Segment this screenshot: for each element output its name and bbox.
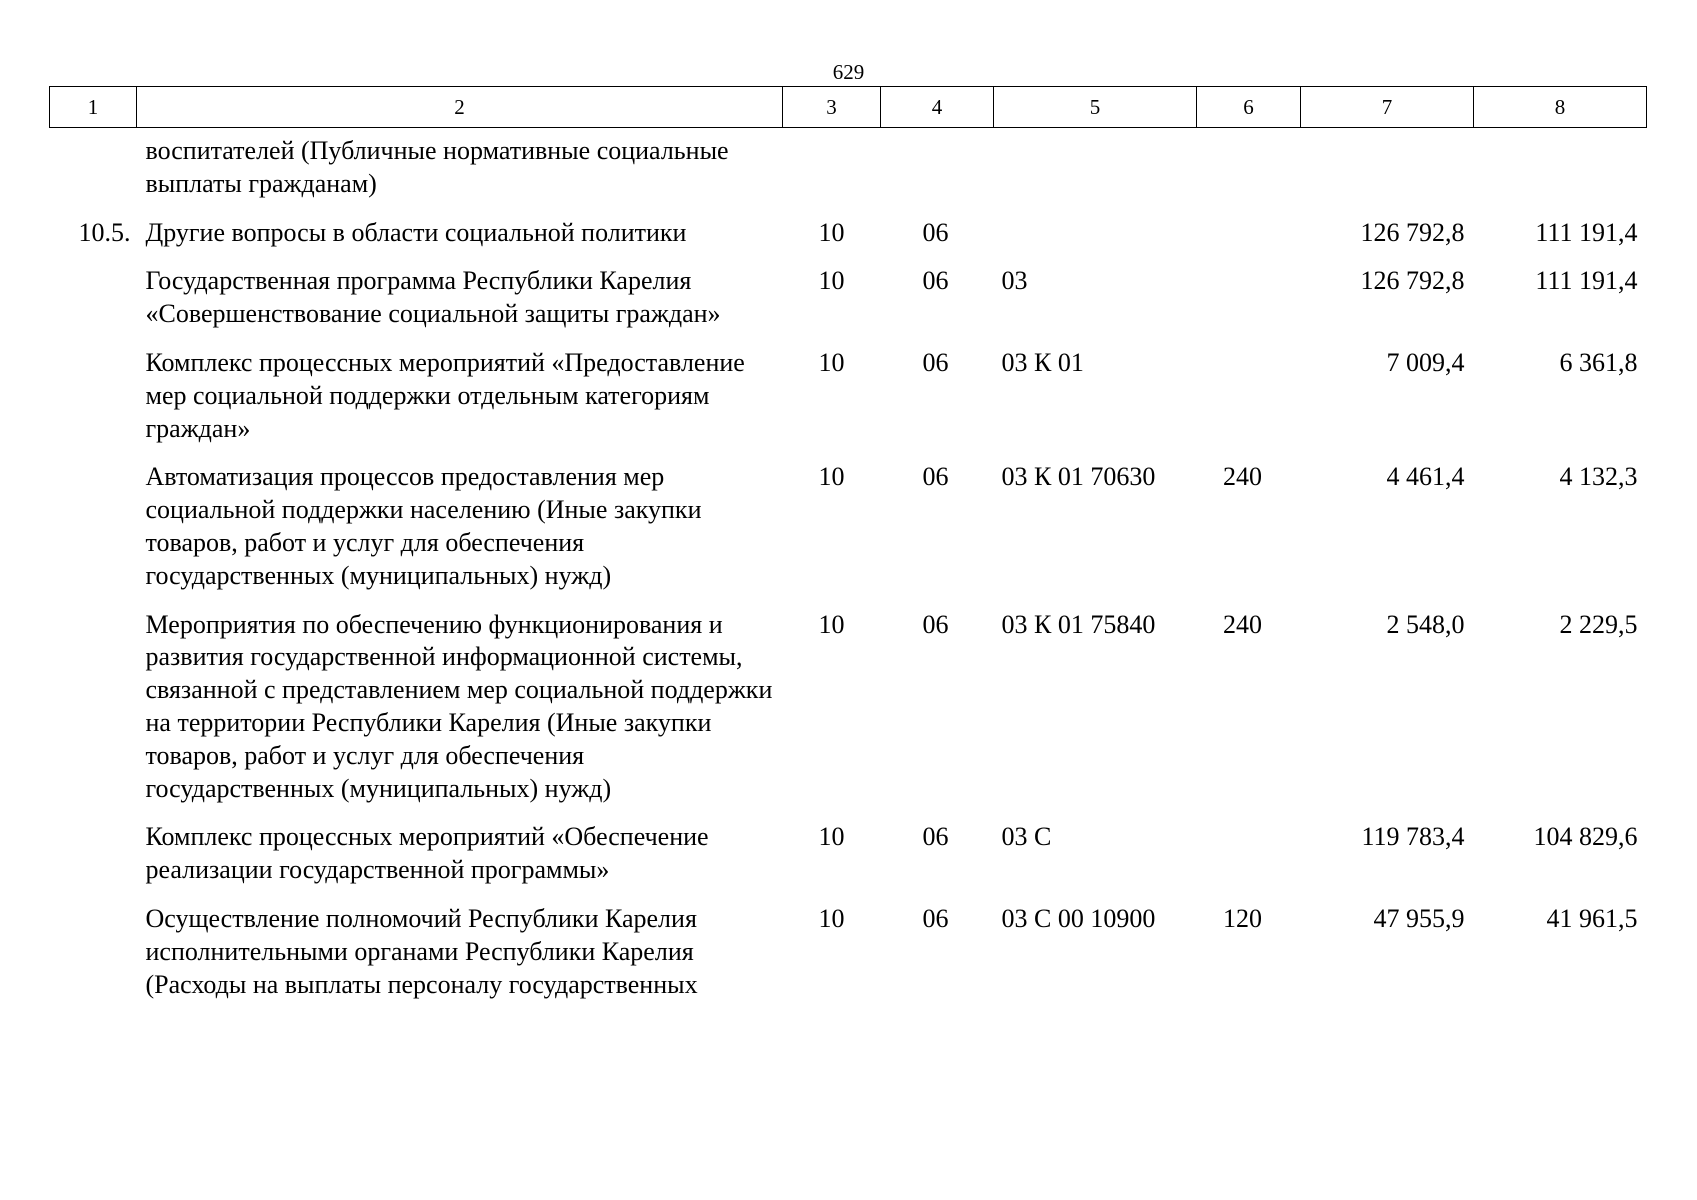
row-amount-8: 111 191,4 <box>1535 266 1638 296</box>
row-section: 10 <box>818 266 845 296</box>
column-header-5: 5 <box>994 87 1197 128</box>
row-subsection: 06 <box>922 462 949 492</box>
row-name: Автоматизация процессов предоставления мер социальной поддержки населению (Иные закупки товаров, работ и услуг для обеспечения государственных (муниципальных) нужд) <box>145 462 702 590</box>
row-target-article <box>994 128 1197 217</box>
column-header-1: 1 <box>50 87 137 128</box>
row-name: Другие вопросы в области социальной политики <box>145 217 687 247</box>
row-subsection: 06 <box>922 903 949 933</box>
row-amount-7 <box>1301 128 1474 217</box>
row-amount-8: 104 829,6 <box>1533 822 1638 852</box>
table-body <box>50 128 1647 1018</box>
table-header <box>50 87 1647 128</box>
row-section: 10 <box>818 609 845 639</box>
row-expense-type: 240 <box>1223 462 1262 492</box>
row-subsection: 06 <box>922 347 949 377</box>
column-header-4: 4 <box>881 87 994 128</box>
row-amount-7: 4 461,4 <box>1386 462 1465 492</box>
row-section: 10 <box>818 903 845 933</box>
row-target-article: 03 С <box>1001 822 1052 852</box>
row-amount-8 <box>1474 128 1647 217</box>
row-amount-7: 126 792,8 <box>1360 217 1465 247</box>
column-header-2: 2 <box>137 87 783 128</box>
row-section: 10 <box>818 217 845 247</box>
row-expense-type <box>1197 347 1301 461</box>
row-expense-type: 240 <box>1223 609 1262 639</box>
header-row <box>50 87 1647 128</box>
row-expense-type <box>1197 128 1301 217</box>
row-expense-type: 120 <box>1223 903 1262 933</box>
table-row <box>50 903 1647 1017</box>
row-name: воспитателей (Публичные нормативные социальные выплаты гражданам) <box>145 136 729 198</box>
row-section <box>783 128 881 217</box>
row-section: 10 <box>818 462 845 492</box>
row-amount-7: 119 783,4 <box>1361 822 1465 852</box>
row-number <box>50 609 137 822</box>
row-number <box>50 461 137 608</box>
table-row <box>50 265 1647 347</box>
row-amount-7: 47 955,9 <box>1373 903 1465 933</box>
column-header-3: 3 <box>783 87 881 128</box>
row-amount-8: 111 191,4 <box>1535 217 1638 247</box>
row-subsection: 06 <box>922 266 949 296</box>
table-row <box>50 128 1647 217</box>
row-section: 10 <box>818 822 845 852</box>
table-row <box>50 609 1647 822</box>
row-target-article: 03 <box>1001 266 1028 296</box>
row-name: Комплекс процессных мероприятий «Предоставление мер социальной поддержки отдельным категориям граждан» <box>145 347 745 443</box>
budget-table <box>49 86 1647 1017</box>
row-subsection: 06 <box>922 822 949 852</box>
row-number <box>50 265 137 347</box>
page-number: 629 <box>832 60 865 84</box>
row-amount-7: 126 792,8 <box>1360 266 1465 296</box>
row-subsection <box>881 128 994 217</box>
table-row <box>50 821 1647 903</box>
row-name: Комплекс процессных мероприятий «Обеспечение реализации государственной программы» <box>145 822 709 885</box>
row-subsection: 06 <box>922 217 949 247</box>
row-name: Мероприятия по обеспечению функционирования и развития государственной информационной системы, связанной с представлением мер социальной поддержки на территории Республики Карелия (Иные закупки товаров, работ и услуг для обеспечения государственных (муниципальных) нужд) <box>145 609 773 803</box>
row-target-article: 03 К 01 70630 <box>1001 462 1156 492</box>
row-expense-type <box>1197 217 1301 266</box>
row-number: 10.5. <box>78 217 131 247</box>
row-target-article <box>994 217 1197 266</box>
column-header-7: 7 <box>1301 87 1474 128</box>
row-amount-8: 41 961,5 <box>1546 903 1638 933</box>
row-name: Государственная программа Республики Карелия «Совершенствование социальной защиты граждан» <box>145 266 721 329</box>
row-amount-8: 4 132,3 <box>1559 462 1638 492</box>
row-subsection: 06 <box>922 609 949 639</box>
row-name: Осуществление полномочий Республики Карелия исполнительными органами Республики Карелия (Расходы на выплаты персоналу государственных <box>145 903 698 999</box>
column-header-8: 8 <box>1474 87 1647 128</box>
row-target-article: 03 К 01 75840 <box>1001 609 1156 639</box>
row-expense-type <box>1197 821 1301 903</box>
row-number <box>50 821 137 903</box>
row-amount-8: 6 361,8 <box>1559 347 1638 377</box>
row-amount-7: 2 548,0 <box>1386 609 1465 639</box>
row-number <box>50 347 137 461</box>
row-amount-8: 2 229,5 <box>1559 609 1638 639</box>
row-section: 10 <box>818 347 845 377</box>
table-row <box>50 461 1647 608</box>
table-row <box>50 347 1647 461</box>
row-number <box>50 903 137 1017</box>
row-number <box>50 128 137 217</box>
row-target-article: 03 К 01 <box>1001 347 1084 377</box>
table-row <box>50 217 1647 266</box>
column-header-6: 6 <box>1197 87 1301 128</box>
row-expense-type <box>1197 265 1301 347</box>
row-amount-7: 7 009,4 <box>1386 347 1465 377</box>
row-target-article: 03 С 00 10900 <box>1001 903 1156 933</box>
